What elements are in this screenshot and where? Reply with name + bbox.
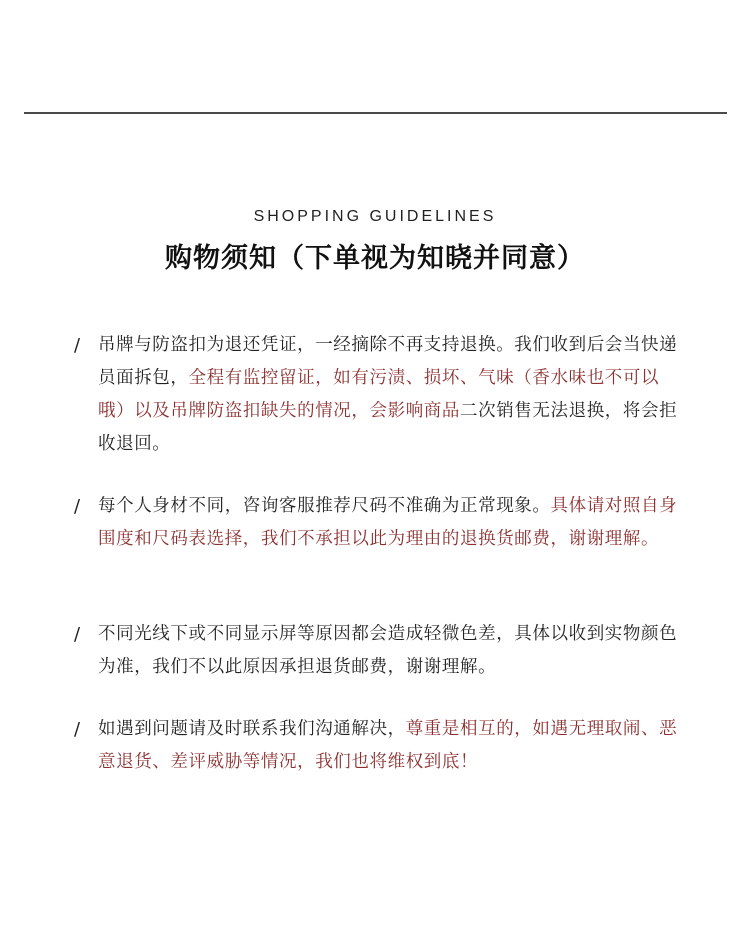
guideline-text-normal: 不同光线下或不同显示屏等原因都会造成轻微色差，具体以收到实物颜色为准，我们不以此原因承担退货邮费，谢谢理解。 [98, 624, 678, 677]
page-title: 购物须知（下单视为知晓并同意） [165, 243, 585, 274]
slash-bullet-icon: / [74, 335, 81, 356]
guideline-text-highlight: 具体请对照自身围度和尺码表选择，我们不承担以此为理由的退换货邮费，谢谢理解。 [98, 496, 678, 549]
guideline-text [98, 329, 678, 461]
guideline-text [98, 490, 678, 556]
slash-bullet-icon: / [74, 496, 81, 517]
guideline-text [98, 618, 678, 684]
guideline-text-normal: 吊牌与防盗扣为退还凭证，一经摘除不再支持退换。我们收到后会当快递员面拆包， [98, 335, 678, 388]
guideline-text-highlight: 尊重是相互的，如遇无理取闹、恶意退货、差评威胁等情况，我们也将维权到底！ [98, 719, 678, 772]
slash-bullet-icon: / [74, 719, 81, 740]
guideline-text-normal: 二次销售无法退换，将会拒收退回。 [98, 401, 678, 454]
guideline-text [98, 713, 678, 779]
top-divider [24, 112, 727, 114]
guideline-text-highlight: 全程有监控留证，如有污渍、损坏、气味（香水味也不可以哦）以及吊牌防盗扣缺失的情况，会影响商品 [98, 368, 660, 421]
section-subtitle: SHOPPING GUIDELINES [253, 208, 497, 225]
guideline-text-normal: 每个人身材不同，咨询客服推荐尺码不准确为正常现象。 [98, 496, 551, 516]
slash-bullet-icon: / [74, 624, 81, 645]
guideline-text-normal: 如遇到问题请及时联系我们沟通解决， [98, 719, 406, 739]
